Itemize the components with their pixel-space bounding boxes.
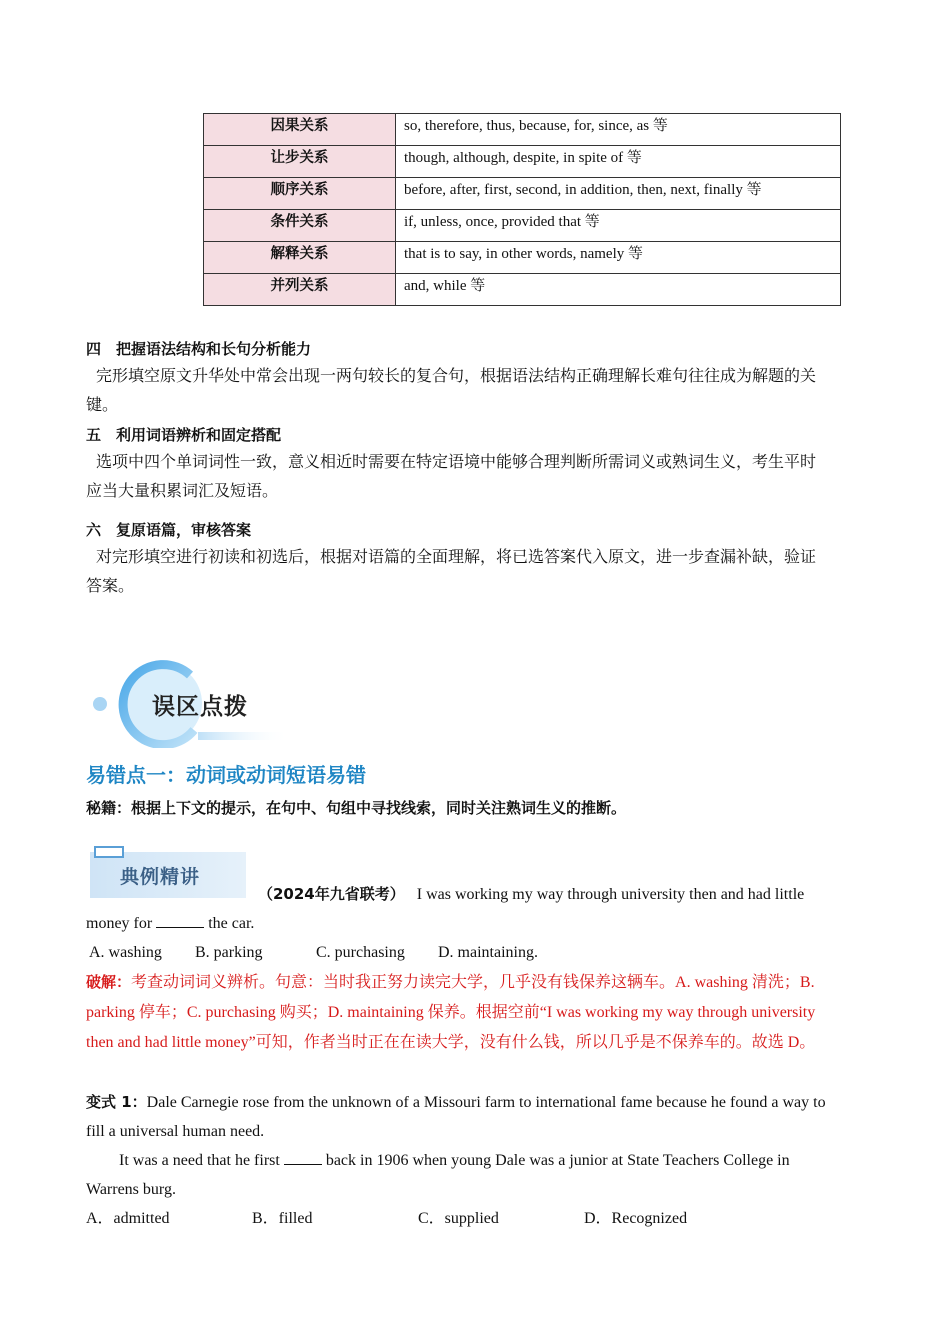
relation-type: 解释关系 (204, 242, 396, 274)
variant-option-d: D．Recognized (584, 1210, 688, 1227)
relation-words: so, therefore, thus, because, for, since, as 等 (396, 114, 841, 146)
section-4-title: 四 把握语法结构和长句分析能力 (86, 340, 312, 358)
section-5-title: 五 利用词语辨析和固定搭配 (86, 426, 282, 444)
section-5-body-line2: 应当大量积累词汇及短语。 (86, 483, 279, 500)
variant-text-3a: It was a need that he first (119, 1152, 280, 1169)
analysis-line1 (86, 968, 815, 997)
example-sentence-part3: the car. (208, 915, 255, 932)
relation-row (204, 210, 841, 242)
example-option-a: A. washing (89, 944, 162, 961)
example-line2 (86, 909, 254, 938)
section-6-body-line2: 答案。 (86, 578, 135, 595)
section-6-title: 六 复原语篇，审核答案 (86, 521, 252, 539)
example-badge-label: 典例精讲 (120, 866, 201, 888)
relation-row (204, 146, 841, 178)
relation-words: that is to say, in other words, namely 等 (396, 242, 841, 274)
analysis-label: 破解： (86, 973, 132, 991)
relation-words: if, unless, once, provided that 等 (396, 210, 841, 242)
relation-type: 条件关系 (204, 210, 396, 242)
example-line1 (258, 880, 804, 909)
analysis-line2: parking 停车；C. purchasing 购买；D. maintaining 保养。根据空前“I was working my way through university (86, 1004, 816, 1021)
example-option-c: C. purchasing (316, 944, 405, 961)
analysis-line3: then and had little money”可知，作者当时正在在读大学，没有什么钱，所以几乎是不保养车的。故选 D。 (86, 1034, 816, 1051)
pitfall-title: 易错点一：动词或动词短语易错 (86, 763, 366, 787)
banner-label: 误区点拨 (152, 694, 248, 720)
variant-answer-blank (284, 1150, 322, 1165)
pitfall-tip: 秘籍：根据上下文的提示，在句中、句组中寻找线索，同时关注熟词生义的推断。 (86, 799, 627, 817)
variant-line4: Warrens burg. (86, 1181, 176, 1198)
variant-options (86, 1204, 687, 1233)
variant-text-1: Dale Carnegie rose from the unknown of a Missouri farm to international fame because he found a way to (146, 1094, 826, 1111)
example-sentence-part2: money for (86, 915, 153, 932)
pitfall-banner (90, 658, 290, 748)
example-options (89, 938, 538, 967)
section-6-body-line1: 对完形填空进行初读和初选后，根据对语篇的全面理解，将已选答案代入原文，进一步查漏补缺，验证 (96, 549, 817, 566)
relation-type: 并列关系 (204, 274, 396, 306)
example-sentence-part1: I was working my way through university then and had little (416, 886, 805, 903)
variant-option-a: A．admitted (86, 1210, 170, 1227)
variant-label: 变式 1： (86, 1093, 147, 1111)
example-source: （2024年九省联考） (258, 885, 405, 903)
relation-words: before, after, first, second, in addition, then, next, finally 等 (396, 178, 841, 210)
variant-option-c: C．supplied (418, 1210, 499, 1227)
variant-option-b: B．filled (252, 1210, 313, 1227)
relation-row (204, 114, 841, 146)
section-5-body-line1: 选项中四个单词词性一致，意义相近时需要在特定语境中能够合理判断所需词义或熟词生义，考生平时 (96, 454, 817, 471)
example-option-d: D. maintaining. (438, 944, 538, 961)
relation-row (204, 274, 841, 306)
variant-line1 (86, 1088, 826, 1117)
relation-type: 顺序关系 (204, 178, 396, 210)
example-option-b: B. parking (195, 944, 263, 961)
relation-words: and, while 等 (396, 274, 841, 306)
relation-type: 因果关系 (204, 114, 396, 146)
relation-row (204, 178, 841, 210)
section-4-body-line1: 完形填空原文升华处中常会出现一两句较长的复合句，根据语法结构正确理解长难句往往成为解题的关 (96, 368, 817, 385)
variant-line2: fill a universal human need. (86, 1123, 265, 1140)
relation-row (204, 242, 841, 274)
relations-table (203, 113, 841, 306)
answer-blank (156, 913, 204, 928)
variant-line3 (119, 1146, 790, 1175)
variant-text-3b: back in 1906 when young Dale was a junior at State Teachers College in (325, 1152, 790, 1169)
relation-words: though, although, despite, in spite of 等 (396, 146, 841, 178)
relation-type: 让步关系 (204, 146, 396, 178)
analysis-text-1: 考查动词词义辨析。句意：当时我正努力读完大学，几乎没有钱保养这辆车。A. washing 清洗；B. (131, 974, 815, 991)
section-4-body-line2: 键。 (86, 397, 119, 414)
example-badge (90, 846, 246, 898)
